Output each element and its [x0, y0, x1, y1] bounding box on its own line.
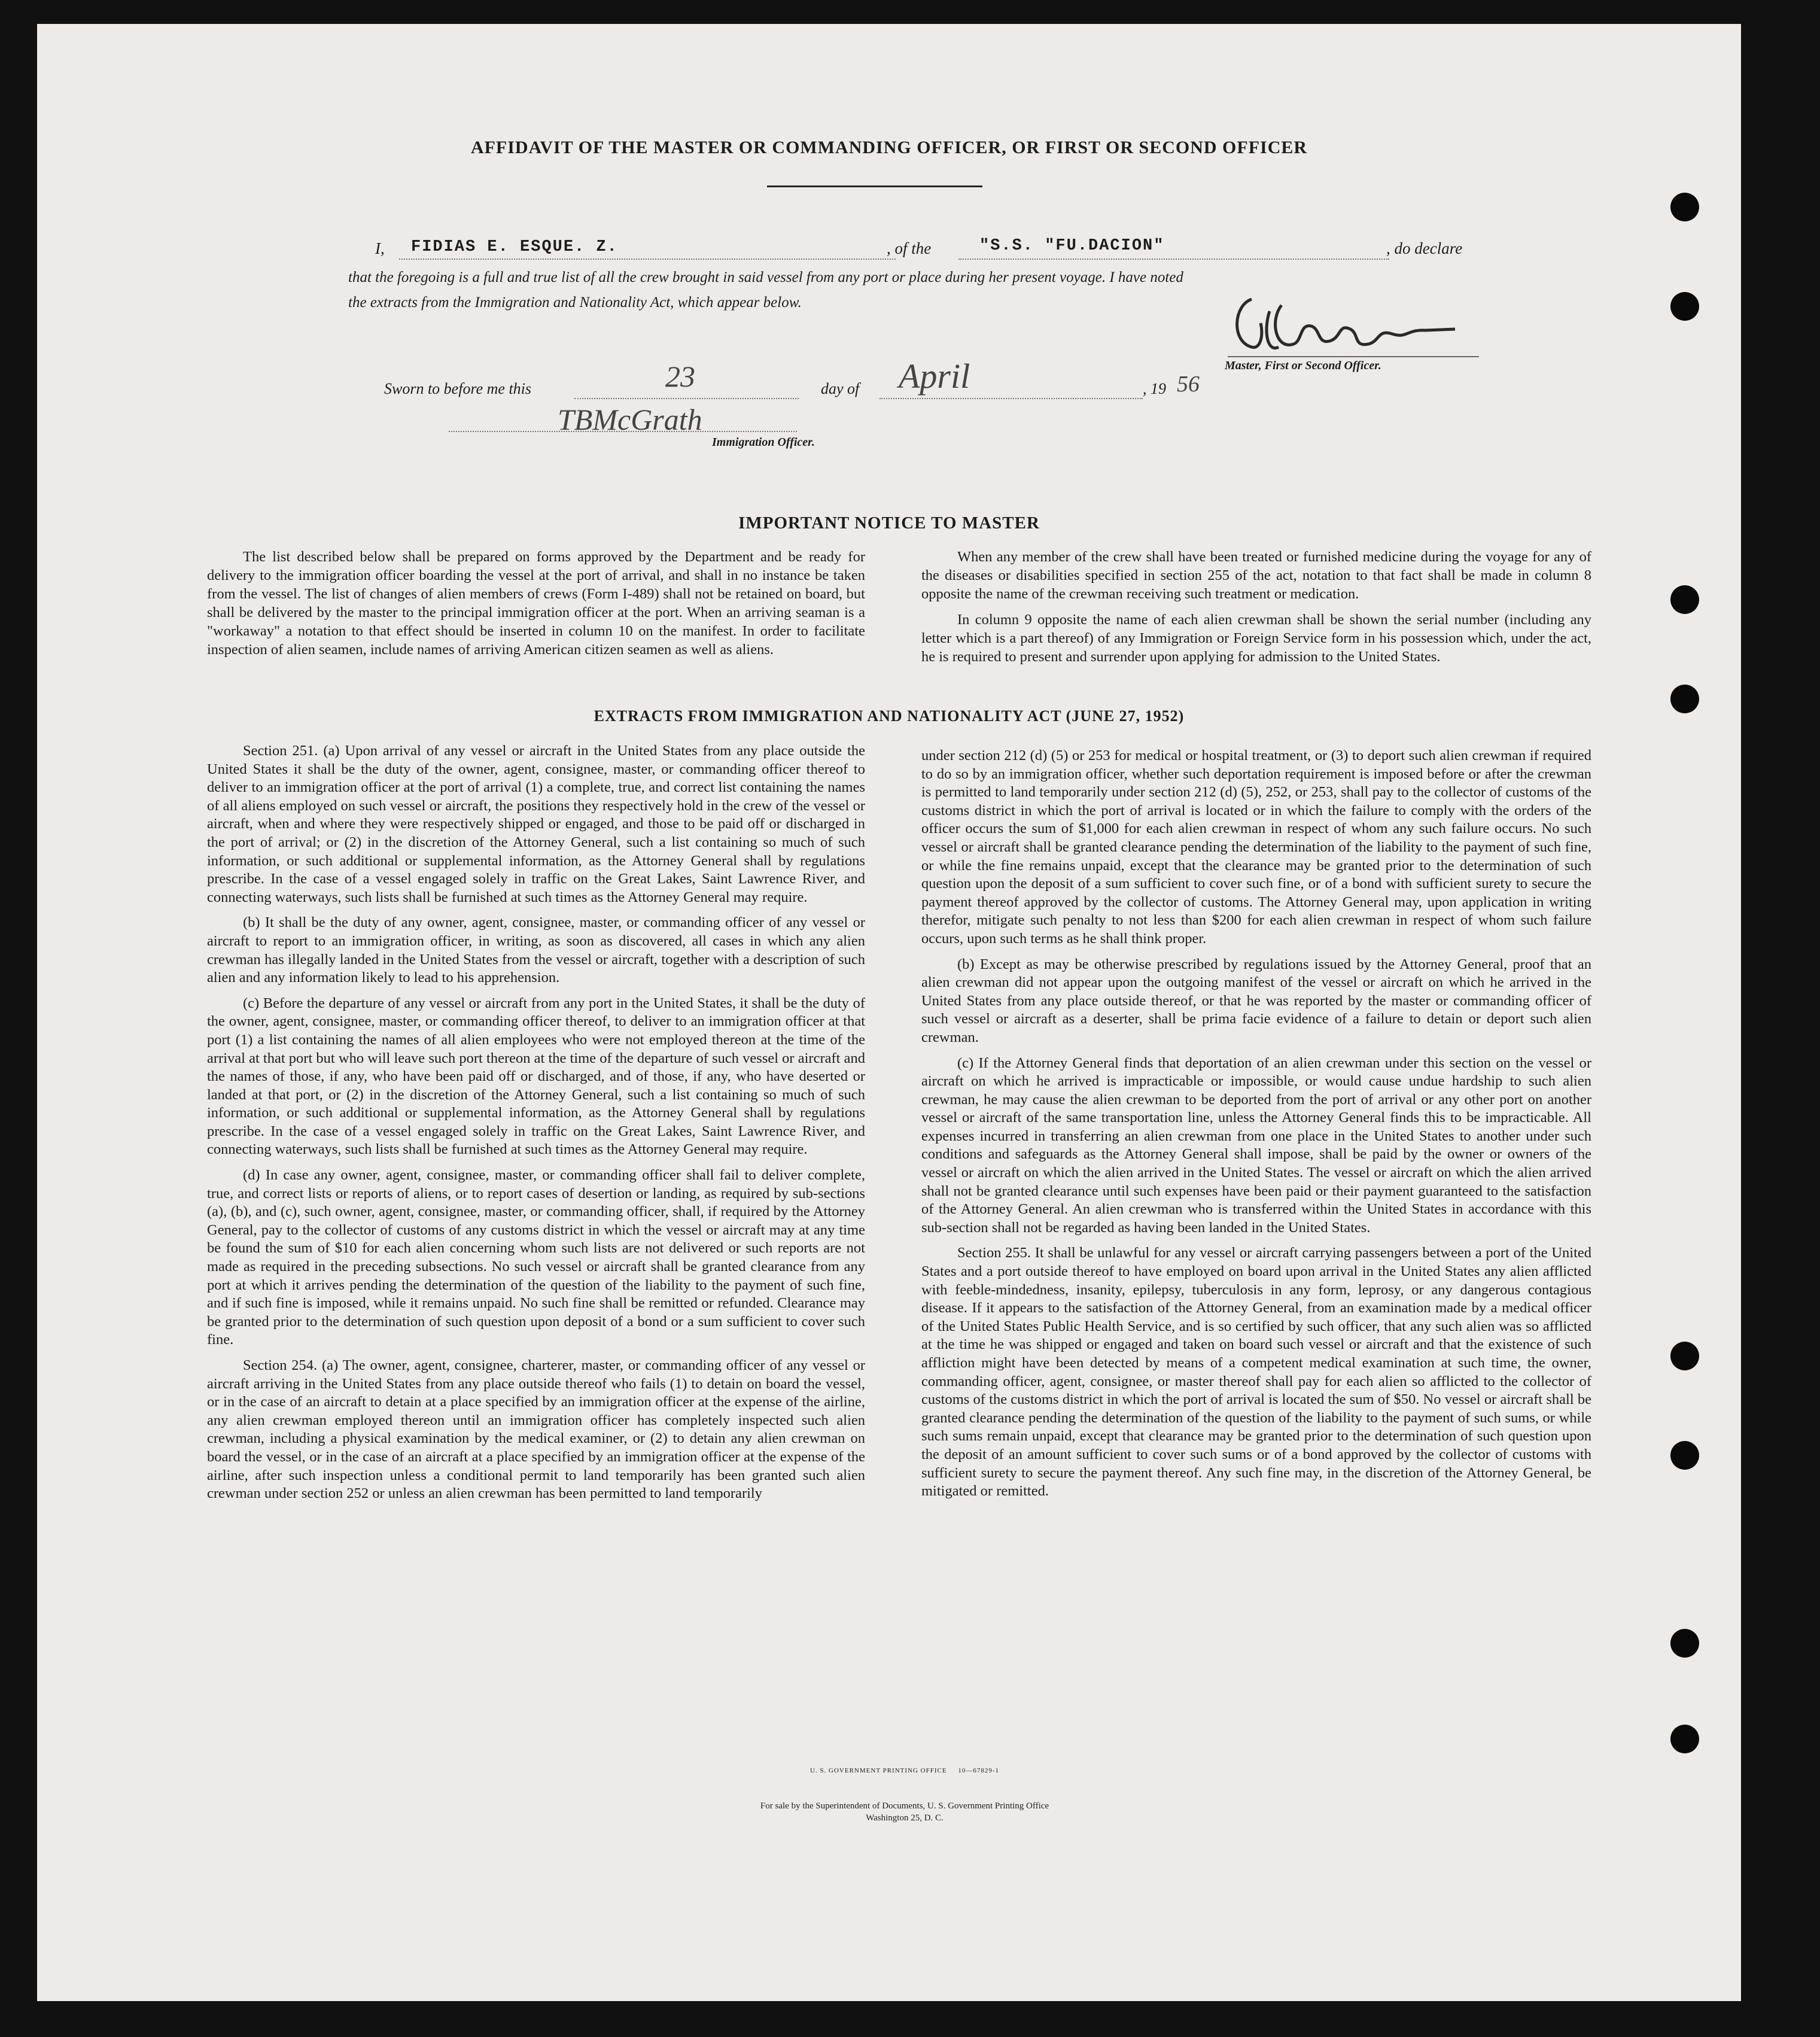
document-page	[37, 24, 1741, 2001]
section-255: Section 255. It shall be unlawful for any vessel or aircraft carrying passengers between a port of the United States and a port outside thereof to have employed on board upon arrival in the United States any alien afflicted with feeble-mindedness, insanity, epilepsy, tuberculosis in any form, leprosy, or any dangerous contagious disease. If it appears to the satisfaction of the Attorney General, from an examination made by a medical officer of the United States Public Health Service, and is so certified by such officer, that any such alien was so afflicted at the time he was shipped or engaged and taken on board such vessel or aircraft and that the existence of such affliction might have been detected by means of a competent medical examination at such time, the owner, commanding officer, agent, consignee, or master thereof shall pay for each alien so afflicted to the collector of customs of the customs district in which the port of arrival is located the sum of $50. No vessel or aircraft shall be granted clearance pending the determination of the question of the liability to the payment of such sums, or while such sums remain unpaid, except that clearance may be granted prior to the determination of such question upon the deposit of an amount sufficient to cover such sums or of a bond approved by the collector of customs with sufficient surety to secure the payment thereof. Any such fine may, in the discretion of the Attorney General, be mitigated or remitted.	[921, 1245, 1591, 1500]
extracts-title: EXTRACTS FROM IMMIGRATION AND NATIONALITY ACT (JUNE 27, 1952)	[594, 707, 1185, 725]
sworn-day: 23	[665, 360, 695, 393]
binder-hole	[1670, 292, 1699, 321]
binder-hole	[1670, 193, 1699, 221]
extracts-right-column	[921, 747, 1591, 1508]
affidavit-title: AFFIDAVIT OF THE MASTER OR COMMANDING OFFICER, OR FIRST OR SECOND OFFICER	[470, 138, 1308, 157]
sale-line-1: For sale by the Superintendent of Documents, U. S. Government Printing Office	[760, 1801, 1049, 1811]
section-251-c: (c) Before the departure of any vessel or aircraft from any port in the United States, it shall be the duty of the owner, agent, consignee, master, or commanding officer thereof, to deliver to an immigration officer at that port (1) a list containing the names of all alien employees who were not employed thereon at the time of the arrival at that port but who will leave such port thereon at the time of the departure of such vessel or aircraft and the names of those, if any, who have been paid off or discharged, and of those, if any, who have deserted or landed at that port, or (2) in the discretion of the Attorney General, such a list containing so much of such information, or such additional or supplemental information, as the Attorney General shall by regulations prescribe. In the case of a vessel engaged solely in traffic on the Great Lakes, Saint Lawrence River, and connecting waterways, such lists shall be furnished at such times as the Attorney General may require.	[207, 995, 865, 1158]
do-declare-label: , do declare	[1386, 239, 1463, 257]
notice-left-paragraph: The list described below shall be prepared on forms approved by the Department and be ready for delivery to the immigration officer boarding the vessel at the port of arrival, and shall in no instance be taken from the vessel. The list of changes of alien members of crews (Form I-489) shall not be retained on board, but shall be delivered by the master to the principal immigration officer at the port. When an arriving seaman is a "workaway" a notation to that effect should be inserted in column 10 on the manifest. In order to facilitate inspection of alien seamen, include names of arriving American citizen seamen as well as aliens.	[207, 549, 865, 658]
section-254-c: (c) If the Attorney General finds that deportation of an alien crewman under this section on the vessel or aircraft on which he arrived is impracticable or impossible, or would cause undue hardship to such alien crewman, he may cause the alien crewman to be deported from the port of arrival or any other port on another vessel or aircraft of the same transportation line, unless the Attorney General finds this to be impracticable. All expenses incurred in transferring an alien crewman from one place in the United States to another under such conditions and safeguards as the Attorney General shall impose, shall be paid by the owner or owners of the vessel or aircraft on which the alien arrived in the United States. The vessel or aircraft on which the alien arrived shall not be granted clearance until such expenses have been paid or their payment guaranteed to the satisfaction of the Attorney General. An alien crewman who is transferred within the United States in accordance with this sub-section shall not be regarded as having been landed in the United States.	[921, 1054, 1591, 1236]
sworn-month: April	[899, 357, 970, 396]
sworn-label: Sworn to before me this	[384, 380, 532, 397]
sworn-day-line	[574, 398, 799, 399]
statement-line-2: the extracts from the Immigration and Nationality Act, which appear below.	[348, 294, 802, 311]
master-caption: Master, First or Second Officer.	[1225, 359, 1381, 372]
binder-hole	[1670, 1342, 1699, 1370]
officer-signature: TBMcGrath	[558, 403, 702, 436]
notice-right-paragraph-1: When any member of the crew shall have been treated or furnished medicine during the voyage for any of the diseases or disabilities specified in section 255 of the act, notation to that fact shall be made in column 8 opposite the name of the crewman receiving such treatment or medication.	[921, 549, 1591, 602]
binder-hole	[1670, 1725, 1699, 1753]
vessel-name: "S.S. "FU.DACION"	[979, 237, 1165, 255]
printing-office-line: U. S. GOVERNMENT PRINTING OFFICE 10—67829-1	[809, 1767, 999, 1774]
section-251-d: (d) In case any owner, agent, consignee, master, or commanding officer shall fail to deliver complete, true, and correct lists or reports of aliens, or to report cases of desertion or landing, as required by sub-sections (a), (b), and (c), such owner, agent, consignee, master, or commanding officer, shall, if required by the Attorney General, pay to the collector of customs of any customs district in which the vessel or aircraft may at any time be found the sum of $10 for each alien concerning whom such lists are not delivered or such reports are not made as required in the preceding subsections. No such vessel or aircraft shall be granted clearance from any port at which it arrives pending the determination of the question of the liability to the payment of such fine, and if such fine is imposed, while it remains unpaid. No such fine shall be remitted or refunded. Clearance may be granted prior to the determination of such question upon deposit of a bond or a sum sufficient to cover such fine.	[207, 1167, 865, 1348]
notice-right-paragraph-2: In column 9 opposite the name of each alien crewman shall be shown the serial number (including any letter which is a part thereof) of any Immigration or Foreign Service form in his possession which, under the act, he is required to present and surrender upon applying for admission to the United States.	[921, 612, 1591, 665]
section-254-a-continued: under section 212 (d) (5) or 253 for medical or hospital treatment, or (3) to deport such alien crewman if required to do so by an immigration officer, whether such deportation requirement is imposed before or after the crewman is permitted to land temporarily under section 212 (d) (5), 252, or 253, shall pay to the collector of customs of the customs district in which the port of arrival is located or in which the failure to comply with the orders of the officer occurs the sum of $1,000 for each alien crewman in respect of whom any such failure occurs. No such vessel or aircraft shall be granted clearance pending the determination of the liability to the payment of such fine, or while the fine remains unpaid, except that the clearance may be granted prior to the determination of such question upon the deposit of a sum sufficient to cover such fine, or of a bond with sufficient surety to secure the payment thereof approved by the collector of customs. The Attorney General may, upon application in writing therefor, mitigate such penalty to not less than $200 for each alien crewman in respect of whom such failure occurs, upon such terms as he shall think proper.	[921, 747, 1591, 947]
sale-line-2: Washington 25, D. C.	[866, 1813, 944, 1823]
notice-title: IMPORTANT NOTICE TO MASTER	[738, 513, 1040, 533]
section-251-a: Section 251. (a) Upon arrival of any vessel or aircraft in the United States from any place outside the United States it shall be the duty of the owner, agent, consignee, master, or commanding officer thereof to deliver to an immigration officer at the port of arrival (1) a complete, true, and correct list containing the names of all aliens employed on such vessel or aircraft, the positions they respectively hold in the crew of the vessel or aircraft, when and where they were respectively shipped or engaged, and those to be paid off or discharged in the port of arrival; or (2) in the discretion of the Attorney General, such a list containing so much of such information, or such additional or supplemental information, as the Attorney General shall by regulations prescribe. In the case of a vessel engaged solely in traffic on the Great Lakes, Saint Lawrence River, and connecting waterways, such lists shall be furnished at such times as the Attorney General may require.	[207, 743, 865, 905]
notice-right	[921, 548, 1591, 673]
section-254-a: Section 254. (a) The owner, agent, consignee, charterer, master, or commanding officer of any vessel or aircraft arriving in the United States from any place outside thereof who fails (1) to detain on board the vessel, or in the case of an aircraft to detain at a place specified by an immigration officer at the expense of the airline, any alien crewman employed thereon until an immigration officer has completely inspected such alien crewman, including a physical examination by the medical examiner, or (2) to detain any alien crewman on board the vessel, or in the case of an aircraft at a place specified by an immigration officer at the expense of the airline, after such inspection unless a conditional permit to land temporarily has been granted such alien crewman under section 252 or unless an alien crewman has been permitted to land temporarily	[207, 1357, 865, 1502]
officer-caption: Immigration Officer.	[712, 436, 815, 449]
master-signature	[1228, 287, 1467, 365]
declarant-name: FIDIAS E. ESQUE. Z.	[411, 238, 618, 256]
title-underline	[767, 186, 982, 187]
declarant-line	[399, 259, 896, 260]
of-the-label: , of the	[887, 239, 932, 257]
binder-hole	[1670, 585, 1699, 614]
section-254-b: (b) Except as may be otherwise prescribed by regulations issued by the Attorney General, proof that an alien crewman did not appear upon the outgoing manifest of the vessel or aircraft on which he arrived in the United States from any place outside thereof, or that he was reported by the master or commanding officer of such vessel or aircraft as a deserter, shall be prima facie evidence of a failure to detain or deport such alien crewman.	[921, 956, 1591, 1045]
year-suffix: 56	[1177, 372, 1200, 397]
extracts-left-column	[207, 742, 865, 1510]
vessel-line	[958, 259, 1389, 260]
year-prefix: , 19	[1143, 380, 1166, 397]
section-251-b: (b) It shall be the duty of any owner, agent, consignee, master, or commanding officer of any vessel or aircraft to report to an immigration officer, in writing, as soon as discovered, all cases in which any alien crewman has illegally landed in the United States from the vessel or aircraft, together with a description of such alien and any information likely to lead to his apprehension.	[207, 914, 865, 986]
master-signature-line	[1228, 356, 1479, 357]
i-label: I,	[375, 239, 385, 257]
binder-hole	[1670, 1629, 1699, 1658]
binder-hole	[1670, 685, 1699, 713]
day-of-label: day of	[821, 380, 860, 397]
notice-left	[207, 548, 865, 666]
statement-line-1: that the foregoing is a full and true list of all the crew brought in said vessel from any port or place during her present voyage. I have noted	[348, 269, 1183, 285]
sworn-month-line	[879, 398, 1143, 399]
binder-hole	[1670, 1441, 1699, 1470]
